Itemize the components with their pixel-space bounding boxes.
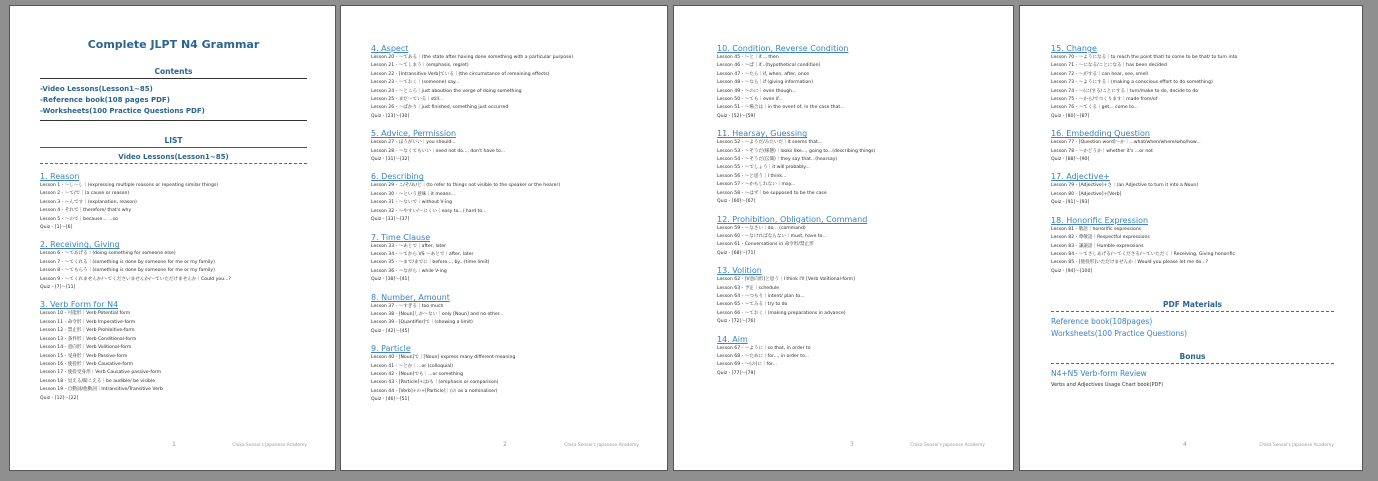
bonus-text: Verbs and Adjectives Usage Chart book(PDF) bbox=[1051, 382, 1164, 389]
lesson-line: Lesson 37 - ～すぎる｜too much bbox=[371, 303, 444, 309]
lesson-line: Lesson 57 - ～かもしれない｜may... bbox=[717, 182, 796, 188]
lesson-line: Lesson 58 - ～はず｜be supposed to be the case bbox=[717, 190, 827, 196]
lesson-line: Lesson 67 - ～ように｜so that, in order to bbox=[717, 345, 811, 351]
lesson-line: Lesson 56 - ～と思う｜I think... bbox=[717, 173, 787, 179]
lesson-line: Lesson 18 - 見える/聞こえる｜be audible/ be visible bbox=[40, 378, 156, 384]
page-2-content bbox=[371, 36, 639, 405]
quiz-line: Quiz - [42]～[45] bbox=[371, 328, 410, 334]
grammar-section bbox=[371, 129, 639, 164]
quiz-line: Quiz - [52]～[59] bbox=[717, 113, 756, 119]
section-title[interactable]: 6. Describing bbox=[371, 172, 424, 182]
section-title[interactable]: 12. Prohibition, Obligation, Command bbox=[717, 214, 868, 224]
lesson-line: Lesson 12 - 禁止形｜Verb Prohibitive-form bbox=[40, 328, 135, 334]
grammar-section bbox=[1051, 172, 1334, 207]
lesson-line: Lesson 50 - ～ても｜even if... bbox=[717, 97, 783, 103]
lesson-line: Lesson 13 - 条件形｜Verb Conditional-form bbox=[40, 336, 137, 342]
lesson-line: Lesson 65 - ～てみる｜try to do bbox=[717, 302, 788, 308]
lesson-line: Lesson 70 - ～ようになる｜to reach the point that/ to come to be that/ to turn into bbox=[1051, 55, 1238, 60]
lesson-line: Lesson 60 - ～なければならない｜must, have to... bbox=[717, 233, 827, 239]
grammar-section bbox=[40, 300, 307, 402]
contents-item[interactable]: -Video Lessons(Lesson1~85) bbox=[40, 85, 153, 93]
section-title[interactable]: 4. Aspect bbox=[371, 44, 409, 53]
lesson-line: Lesson 16 - 使役形｜Verb Causative-form bbox=[40, 361, 134, 367]
quiz-line: Quiz - [33]～[37] bbox=[371, 217, 410, 223]
lesson-line: Lesson 32 - ～やすい/～にくい｜easy to.../ hard to... bbox=[371, 208, 487, 214]
section-title[interactable]: 9. Particle bbox=[371, 344, 411, 354]
section-title[interactable]: 5. Advice, Permission bbox=[371, 129, 457, 139]
lesson-line: Lesson 84 - ～てさしあげる/～てくださる/～ていただく｜Receiving, Giving honorific bbox=[1051, 251, 1235, 257]
lesson-line: Lesson 33 - ～あとで｜after, later bbox=[371, 243, 447, 249]
lesson-line: Lesson 51 - ～場合は｜in the event of, in the case that... bbox=[717, 105, 845, 111]
lesson-line: Lesson 28 - ～なくてもいい｜need not do..., don't have to... bbox=[371, 148, 506, 154]
lesson-line: Lesson 22 - [Intransitive Verb]ている｜(the circumstance of remaining effects) bbox=[371, 71, 550, 77]
page-number: 4 bbox=[1183, 441, 1187, 448]
page-4 bbox=[1019, 5, 1363, 471]
section-title[interactable]: 16. Embedding Question bbox=[1051, 129, 1150, 139]
lesson-line: Lesson 63 - 予定｜schedule bbox=[717, 285, 780, 291]
pdf-link[interactable]: Worksheets(100 Practice Questions) bbox=[1051, 329, 1188, 339]
lesson-line: Lesson 39 - [Quantifier]で｜(showing a limit) bbox=[371, 320, 473, 326]
lesson-line: Lesson 77 - [Question word]～か｜...what/when/where/who/how... bbox=[1051, 140, 1201, 146]
quiz-line: Quiz - [12]～[22] bbox=[40, 395, 79, 401]
page-footer: Chika Sensei's Japanese Academy bbox=[564, 443, 639, 448]
lesson-line: Lesson 54 - ～そうだ(伝聞)｜they say that...(hearsay) bbox=[717, 157, 838, 163]
pdf-link[interactable]: Reference book(108pages) bbox=[1051, 317, 1153, 327]
lesson-line: Lesson 11 - 命令形｜Verb Imperative-form bbox=[40, 319, 136, 325]
grammar-section bbox=[40, 172, 307, 232]
lesson-line: Lesson 3 - ～んです｜(explanation, reason) bbox=[40, 199, 137, 205]
lesson-line: Lesson 59 - ～なさい｜do... (command) bbox=[717, 225, 806, 231]
lesson-line: Lesson 46 - ～ば｜if...(hypothetical condition) bbox=[717, 63, 821, 69]
section-title[interactable]: 14. Aim bbox=[717, 334, 748, 344]
section-title[interactable]: 3. Verb Form for N4 bbox=[40, 300, 119, 310]
list-heading: LIST bbox=[40, 136, 307, 148]
contents-list bbox=[40, 79, 307, 121]
lesson-line: Lesson 85 - [使役形]いただけませんか｜Would you please let me do...? bbox=[1051, 260, 1209, 266]
lesson-line: Lesson 48 - ～なら｜if (giving information) bbox=[717, 80, 813, 86]
lesson-line: Lesson 79 - [Adjective]+さ｜(an Adjective to turn it into a Noun) bbox=[1051, 183, 1199, 189]
page-footer: Chika Sensei's Japanese Academy bbox=[232, 443, 307, 448]
video-lessons-heading: Video Lessons(Lesson1~85) bbox=[40, 153, 307, 164]
grammar-section bbox=[1051, 216, 1334, 276]
lesson-line: Lesson 61 - Conversations in 命令形/禁止形 bbox=[717, 242, 814, 248]
lesson-line: Lesson 76 - ～てくる｜get... come to... bbox=[1051, 105, 1139, 111]
grammar-section bbox=[371, 344, 639, 404]
lesson-line: Lesson 82 - 尊敬語｜Respectful expressions bbox=[1051, 235, 1150, 241]
lesson-line: Lesson 71 - ～になる/ことになる｜has been decided bbox=[1051, 63, 1167, 69]
lesson-line: Lesson 5 - ～ので｜because... ...so bbox=[40, 216, 118, 222]
quiz-line: Quiz - [46]～[51] bbox=[371, 397, 410, 403]
section-title[interactable]: 10. Condition, Reverse Condition bbox=[717, 44, 849, 53]
lesson-line: Lesson 30 - ～という意味｜it means... bbox=[371, 191, 456, 197]
grammar-section bbox=[1051, 129, 1334, 164]
section-title[interactable]: 13. Volition bbox=[717, 266, 762, 276]
page-1 bbox=[9, 5, 336, 471]
lesson-line: Lesson 78 - ～かどうか｜whether it's ...or not bbox=[1051, 148, 1153, 154]
quiz-line: Quiz - [72]～[76] bbox=[717, 319, 756, 325]
section-title[interactable]: 15. Change bbox=[1051, 44, 1097, 53]
lesson-line: Lesson 4 - それで｜therefore/ that's why bbox=[40, 208, 132, 214]
lesson-line: Lesson 7 - ～てくれる｜(something is done by someone for me or my family) bbox=[40, 259, 215, 265]
section-list bbox=[717, 44, 985, 378]
page-2 bbox=[340, 5, 668, 471]
section-title[interactable]: 7. Time Clause bbox=[371, 232, 431, 242]
lesson-line: Lesson 44 - [Verb]+の+[Particle]｜(の as a nominaliser) bbox=[371, 388, 498, 394]
page-3 bbox=[673, 5, 1014, 471]
lesson-line: Lesson 26 - ～ばかり｜just finished, something just occurred bbox=[371, 105, 509, 111]
section-list bbox=[1051, 44, 1334, 276]
page-1-content bbox=[40, 36, 307, 403]
bonus-content bbox=[1051, 368, 1334, 390]
lesson-line: Lesson 68 - ～ために｜for..., in order to... bbox=[717, 353, 810, 359]
section-title[interactable]: 8. Number, Amount bbox=[371, 292, 450, 302]
grammar-section bbox=[371, 172, 639, 224]
section-title[interactable]: 1. Reason bbox=[40, 172, 80, 181]
contents-item[interactable]: -Reference book(108 pages PDF) bbox=[40, 96, 170, 104]
lesson-line: Lesson 31 - ～ないで｜without V-ing bbox=[371, 200, 453, 206]
contents-item[interactable]: -Worksheets(100 Practice Questions PDF) bbox=[40, 107, 205, 115]
grammar-section bbox=[371, 233, 639, 285]
lesson-line: Lesson 9 - ～てくれませんか/～てくださいませんか/～ていただけませんか｜Could you...? bbox=[40, 276, 231, 282]
quiz-line: Quiz - [31]～[32] bbox=[371, 157, 410, 163]
grammar-section bbox=[717, 215, 985, 259]
quiz-line: Quiz - [88]～[90] bbox=[1051, 157, 1090, 163]
page-3-content bbox=[717, 36, 985, 378]
quiz-line: Quiz - [77]～[79] bbox=[717, 370, 756, 376]
lesson-line: Lesson 8 - ～てもらう｜(something is done by someone for me or my family) bbox=[40, 268, 215, 274]
page-footer: Chika Sensei's Japanese Academy bbox=[910, 443, 985, 448]
lesson-line: Lesson 49 - ～のに｜even though... bbox=[717, 88, 797, 94]
pdf-materials-heading: PDF Materials bbox=[1051, 300, 1334, 312]
lesson-line: Lesson 47 - ～たら｜if, when, after, once bbox=[717, 71, 810, 77]
grammar-section bbox=[371, 293, 639, 337]
lesson-line: Lesson 80 - [Adjective]+[Verb] bbox=[1051, 191, 1122, 197]
bonus-link[interactable]: N4+N5 Verb-form Review bbox=[1051, 369, 1147, 379]
lesson-line: Lesson 72 - ～がする｜can hear, see, smell bbox=[1051, 71, 1148, 77]
quiz-line: Quiz - [1]～[6] bbox=[40, 225, 73, 231]
grammar-section bbox=[717, 44, 985, 121]
lesson-line: Lesson 53 - ～そうだ(様態)｜looks like..., going to...(describing things) bbox=[717, 148, 876, 154]
lesson-line: Lesson 40 - [Noun]で｜[Noun] express many different meaning bbox=[371, 355, 516, 361]
quiz-line: Quiz - [60]～[67] bbox=[717, 199, 756, 205]
lesson-line: Lesson 20 - ～てある｜(the state after having done something with a particular purpose) bbox=[371, 55, 574, 60]
document-title: Complete JLPT N4 Grammar bbox=[87, 38, 260, 51]
lesson-line: Lesson 14 - 意向形｜Verb Volitional-form bbox=[40, 345, 132, 351]
pdf-links bbox=[1051, 316, 1334, 340]
lesson-line: Lesson 42 - [Noun]でも｜...or something bbox=[371, 371, 463, 377]
quiz-line: Quiz - [80]～[87] bbox=[1051, 113, 1090, 119]
lesson-line: Lesson 27 - ほうがいい｜you should... bbox=[371, 140, 456, 146]
grammar-section bbox=[717, 129, 985, 206]
lesson-line: Lesson 10 - 可能形｜Verb Potential form bbox=[40, 311, 131, 317]
lesson-line: Lesson 17 - 使役受身形｜Verb Causative passive-form bbox=[40, 370, 162, 376]
grammar-section bbox=[40, 240, 307, 292]
lesson-line: Lesson 75 - ～から/でつくります｜made from/of bbox=[1051, 97, 1158, 103]
lesson-line: Lesson 52 - ～ようだ/みたいだ｜it seems that... bbox=[717, 140, 823, 146]
lesson-line: Lesson 6 - ～てあげる｜(doing something for someone else) bbox=[40, 251, 176, 257]
lesson-line: Lesson 2 - ～て/で｜(a cause or reason) bbox=[40, 191, 130, 197]
lesson-line: Lesson 19 - 自動詞/他動詞｜Intransitive/Transitive Verb bbox=[40, 387, 163, 393]
lesson-line: Lesson 23 - ～ておく｜(someone) say... bbox=[371, 80, 460, 86]
lesson-line: Lesson 83 - 謙譲語｜Humble expressions bbox=[1051, 243, 1144, 249]
contents-heading: Contents bbox=[40, 67, 307, 79]
lesson-line: Lesson 66 - ～ておく｜(making preparations in advance) bbox=[717, 310, 846, 316]
section-title[interactable]: 2. Receiving, Giving bbox=[40, 240, 120, 250]
quiz-line: Quiz - [91]～[93] bbox=[1051, 200, 1090, 206]
lesson-line: Lesson 45 - ～と｜if..., then bbox=[717, 55, 779, 60]
quiz-line: Quiz - [94]～[100] bbox=[1051, 268, 1093, 274]
quiz-line: Quiz - [23]～[30] bbox=[371, 113, 410, 119]
lesson-line: Lesson 64 - ～つもり｜intent/ plan to... bbox=[717, 293, 805, 299]
lesson-line: Lesson 29 - こ/そ/あ/ど｜(to refer to things not visible to the speaker or the hearer) bbox=[371, 183, 561, 189]
quiz-line: Quiz - [68]～[71] bbox=[717, 250, 756, 256]
lesson-line: Lesson 81 - 敬語｜honorific expressions bbox=[1051, 226, 1142, 232]
grammar-section bbox=[371, 44, 639, 121]
section-title[interactable]: 18. Honorific Expression bbox=[1051, 215, 1149, 225]
section-list bbox=[40, 172, 307, 403]
lesson-line: Lesson 25 - まだ～ている｜still... bbox=[371, 97, 444, 103]
page-number: 2 bbox=[503, 441, 507, 448]
page-4-content bbox=[1051, 36, 1334, 390]
lesson-line: Lesson 1 - ～し～し｜(expressing multiple reasons or repeating similar things) bbox=[40, 183, 219, 188]
grammar-section bbox=[717, 266, 985, 326]
lesson-line: Lesson 21 - ～てしまう｜(emphasis, regret) bbox=[371, 63, 469, 69]
page-number: 1 bbox=[172, 441, 176, 448]
bonus-heading: Bonus bbox=[1051, 352, 1334, 364]
lesson-line: Lesson 55 - ～でしょう｜it will probably... bbox=[717, 165, 810, 171]
page-footer: Chika Sensei's Japanese Academy bbox=[1259, 443, 1334, 448]
quiz-line: Quiz - [38]～[41] bbox=[371, 277, 410, 283]
lesson-line: Lesson 15 - 受身形｜Verb Passive-form bbox=[40, 353, 128, 359]
lesson-line: Lesson 69 - ～(の)に｜for... bbox=[717, 362, 777, 368]
grammar-section bbox=[717, 335, 985, 379]
lesson-line: Lesson 73 - ～ようにする｜(making a conscious effort to do something) bbox=[1051, 80, 1213, 86]
lesson-line: Lesson 35 - ～まで/までに｜before..., by...(time limit) bbox=[371, 260, 490, 266]
lesson-line: Lesson 43 - [Particle]+は/も｜(emphasis or comparison) bbox=[371, 380, 499, 386]
lesson-line: Lesson 41 - ～とか｜...or (colloquial) bbox=[371, 363, 454, 369]
lesson-line: Lesson 34 - ～てから VS ～あとで｜after, later bbox=[371, 251, 474, 257]
grammar-section bbox=[1051, 44, 1334, 121]
section-title[interactable]: 11. Hearsay, Guessing bbox=[717, 129, 808, 139]
lesson-line: Lesson 62 - [V意向形]と思う｜I think I'll [Verb Volitional-form] bbox=[717, 277, 855, 283]
page-number: 3 bbox=[850, 441, 854, 448]
lesson-line: Lesson 38 - [Noun]しか～ない｜only [Noun] and no other... bbox=[371, 311, 504, 317]
quiz-line: Quiz - [7]～[11] bbox=[40, 285, 76, 291]
lesson-line: Lesson 24 - ～ところ｜just about/on the verge of doing something bbox=[371, 88, 522, 94]
section-list bbox=[371, 44, 639, 405]
section-title[interactable]: 17. Adjective+ bbox=[1051, 172, 1110, 182]
lesson-line: Lesson 74 - ～(に)する/ことにする｜turn/make to do, decide to do bbox=[1051, 88, 1199, 94]
lesson-line: Lesson 36 - ～ながら｜while V-ing bbox=[371, 268, 447, 274]
